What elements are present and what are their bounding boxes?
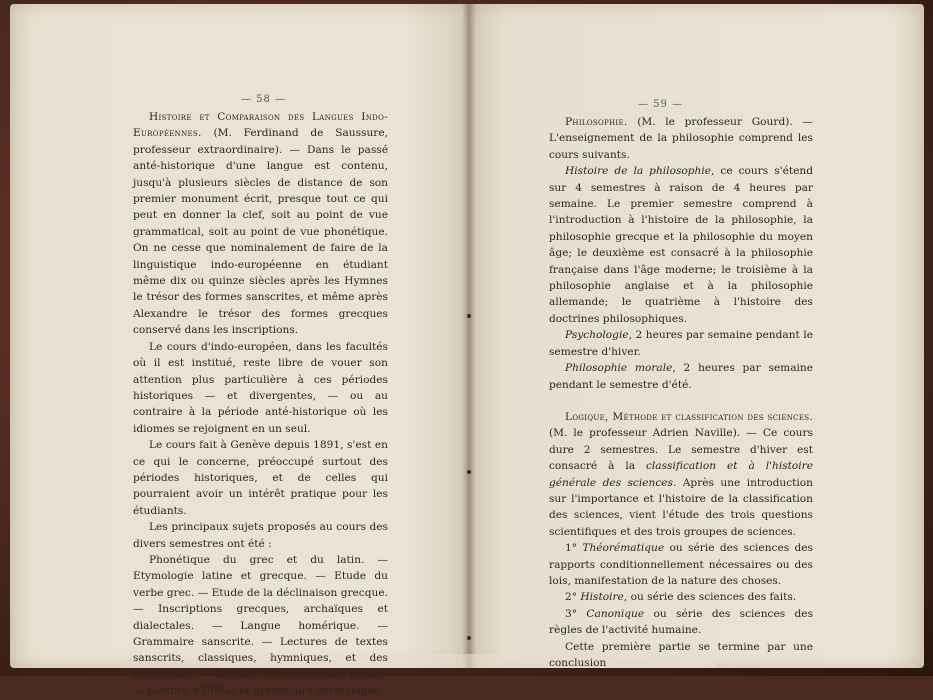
moral-philosophy-paragraph: Philosophie morale, 2 heures par semaine pendant le semestre d'été. <box>549 362 813 391</box>
list-item: 1° Théorématique ou série des sciences des rapports conditionnellement nécessaires ou des lois, manifestation de la nature des choses. <box>549 542 813 587</box>
saussure-paragraph: Histoire et Comparaison des Langues Indo-Européennes. (M. Ferdinand de Saussure, professeur extraordinaire). — Dans le passé anté-historique d'une langue est contenu, jusqu'à plusieurs siècles de distance de son premier monument écrit, presque tout ce qui peut en donner la clef, soit au point de vue grammatical, soit au point de vue phonétique. On ne cesse que nominalement de faire de la linguistique indo-européenne en étudiant même dix ou quinze siècles après les Hymnes le trésor des formes sanscrites, et même après Alexandre le trésor des formes grecques conservé dans les inscriptions. <box>133 111 388 337</box>
logic-paragraph: Logique, Méthode et classification des sciences. (M. le professeur Adrien Naville). — Ce cours dure 2 semestres. Le semestre d'hiver est consacré à la classification et à l'histoire générale des sciences. Après une introduction sur l'importance et l'histoire de la classification des sciences, vient l'étude des trois questions scientifiques et des trois groupes de sciences. <box>549 410 814 538</box>
psychology-paragraph: Psychologie, 2 heures par semaine pendant le semestre d'hiver. <box>549 329 813 358</box>
left-page-number: — 58 — <box>241 94 287 105</box>
section-heading-philosophy: Philosophie. <box>565 116 628 128</box>
list-item: 3° Canonique ou série des sciences des règles de l'activité humaine. <box>549 607 814 637</box>
paragraph: Les principaux sujets proposés au cours des divers semestres ont été : <box>133 521 388 550</box>
philosophy-paragraph: Philosophie. (M. le professeur Gourd). — L'enseignement de la philosophie comprend les cours suivants. <box>549 116 813 161</box>
left-page-text <box>133 109 388 700</box>
binding-stitch <box>467 636 471 640</box>
section-heading-linguistics: Histoire et Comparaison des Langues Indo-Européennes. <box>133 111 388 140</box>
paragraph: Le cours d'indo-européen, dans les facultés où il est institué, reste libre de vouer son attention plus particulière à ces périodes historiques — et divergentes, — ou au contraire à la période anté-historique où les idiomes se rejoignent en un seul. <box>133 340 388 435</box>
history-philosophy-paragraph: Histoire de la philosophie, ce cours s'étend sur 4 semestres à raison de 4 heures par semaine. Le premier semestre comprend à l'introduction à l'histoire de la philosophie, la philosophie grecque et la philosophie du moyen âge; le deuxième est consacré à la philosophie française dans l'âge moderne; le troisième à la philosophie anglaise et à la philosophie allemande; le quatrième à l'histoire des doctrines philosophiques. <box>549 165 813 325</box>
binding-stitch <box>467 470 471 474</box>
paragraph: Phonétique du grec et du latin. — Etymologie latine et grecque. — Etude du verbe grec. — Etude de la déclinaison grecque. — Inscriptions grecques, archaïques et dialectales. — Langue homérique. — Grammaire sanscrite. — Lectures de textes sanscrits, classiques, hymniques, et des Brâhmanas. — Lecture des inscriptions perses. — Lecture d'Ulfilas et grammaire germanique. <box>133 553 388 698</box>
list-item: 2° Histoire, ou série des sciences des faits. <box>565 591 797 604</box>
paragraph: Le cours fait à Genève depuis 1891, s'est en ce qui le concerne, préoccupé surtout des périodes historiques, et de celles qui pourraient avoir un intérêt pratique pour les étudiants. <box>133 439 388 517</box>
closing-line: Cette première partie se termine par une conclusion <box>549 640 813 669</box>
binding-stitch <box>467 314 471 318</box>
section-heading-logic: Logique, Méthode et classification des sciences. <box>565 410 813 423</box>
book-gutter <box>462 4 476 668</box>
right-page-number: — 59 — <box>638 99 684 110</box>
right-page-text <box>549 114 813 671</box>
